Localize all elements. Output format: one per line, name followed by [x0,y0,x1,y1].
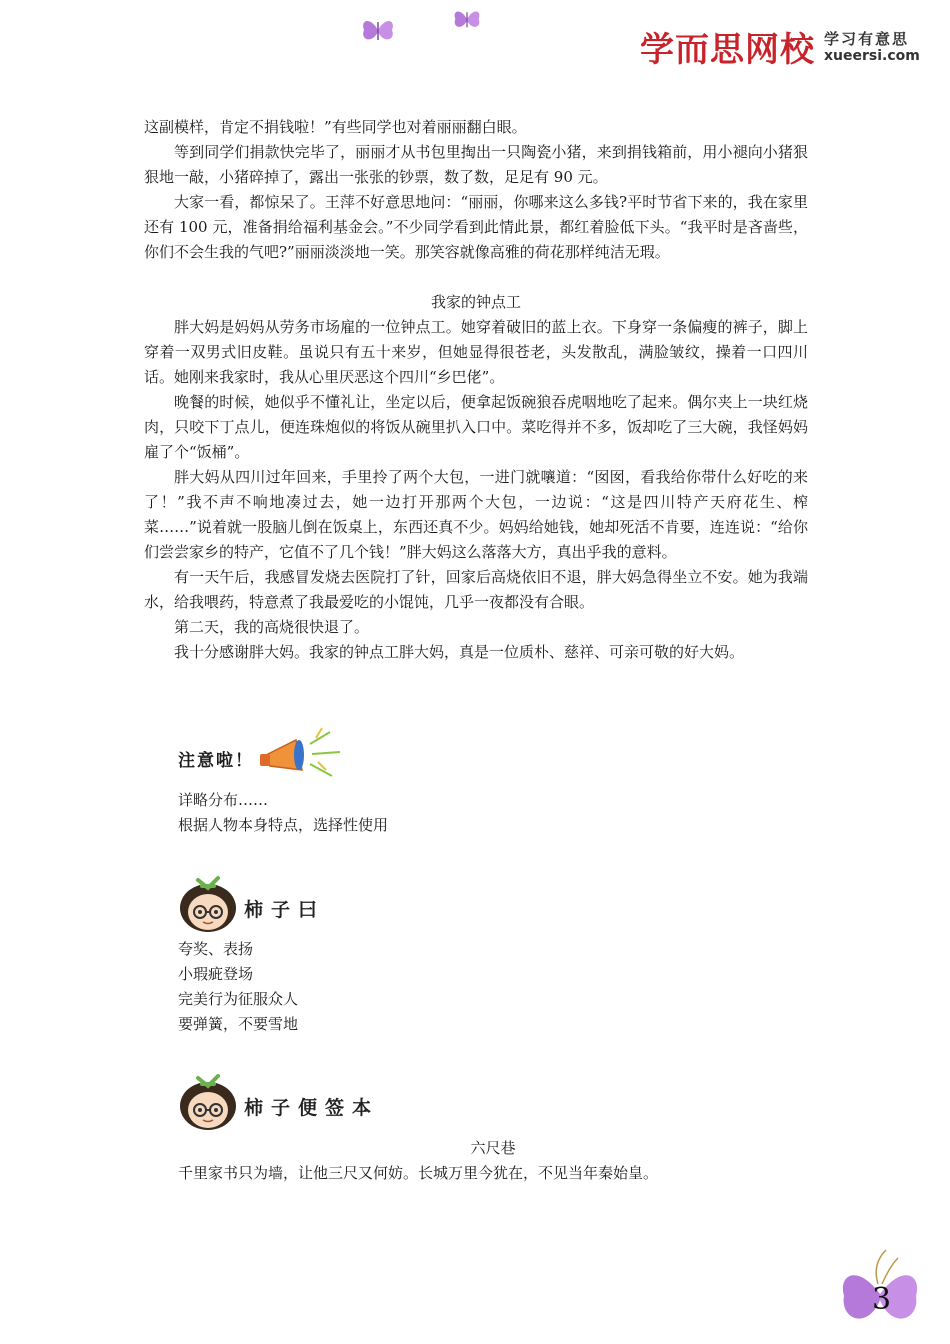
notice-line: 根据人物本身特点，选择性使用 [178,816,389,834]
logo-text: 学而思网校 [640,30,815,70]
shizi-notebook-heading: 柿子便签本 [244,1097,380,1119]
paragraph: 大家一看，都惊呆了。王萍不好意思地问：“丽丽，你哪来这么多钱?平时节省下来的，我在家里还有 100 元，准备捐给福利基金会。”不少同学看到此情此景，都红着脸低下头。“我平时是吝啬些，你们不会生我的气吧?”丽丽淡淡地一笑。那笑容就像高雅的荷花那样纯洁无瑕。 [144,193,808,261]
shizi-says-list [178,937,298,1037]
shizi-says-line: 小瑕疵登场 [178,965,254,983]
spacer [144,265,808,290]
brand-logo [640,22,920,70]
shizi-says-line: 夸奖、表扬 [178,940,254,958]
logo-slogan: 学习有意思 [824,30,910,48]
butterfly-icon [452,4,482,34]
notice-heading: 注意啦！ [178,751,254,771]
paragraph: 胖大妈从四川过年回来，手里拎了两个大包，一进门就嚷道：“囡囡，看我给你带什么好吃的来了！”我不声不响地凑过去，她一边打开那两个大包，一边说：“这是四川特产天府花生、榨菜……”说着就一股脑儿倒在饭桌上，东西还真不少。妈妈给她钱，她却死活不肯要，连连说：“给你们尝尝家乡的特产，它值不了几个钱！”胖大妈这么落落大方，真出乎我的意料。 [144,468,808,561]
story-title: 我家的钟点工 [430,293,521,311]
avatar-icon [176,872,240,934]
poem-line: 千里家书只为墙，让他三尺又何妨。长城万里今犹在，不见当年秦始皇。 [178,1164,659,1182]
shizi-says-line: 要弹簧，不要雪地 [178,1015,299,1033]
paragraph: 这副模样，肯定不捐钱啦！”有些同学也对着丽丽翻白眼。 [144,118,527,136]
paragraph: 等到同学们捐款快完毕了，丽丽才从书包里掏出一只陶瓷小猪，来到捐钱箱前，用小褪向小猪狠狠地一敲，小猪碎掉了，露出一张张的钞票，数了数，足足有 90 元。 [144,143,808,186]
logo-url: xueersi.com [824,48,920,64]
paragraph: 晚餐的时候，她似乎不懂礼让，坐定以后，便拿起饭碗狼吞虎咽地吃了起来。偶尔夹上一块红烧肉，只咬下丁点儿，便连珠炮似的将饭从碗里扒入口中。菜吃得并不多，饭却吃了三大碗，我怪妈妈雇了个“饭桶”。 [144,393,808,461]
notice-line: 详略分布…… [178,791,269,809]
paragraph: 有一天午后，我感冒发烧去医院打了针，回家后高烧依旧不退，胖大妈急得坐立不安。她为我端水，给我喂药，特意煮了我最爱吃的小馄饨，几乎一夜都没有合眼。 [144,568,808,611]
megaphone-icon [256,726,346,782]
notice-list [178,788,388,838]
page-number: 3 [872,1282,892,1317]
butterfly-icon [360,12,396,48]
avatar-icon [176,1070,240,1132]
paragraph: 我十分感谢胖大妈。我家的钟点工胖大妈，真是一位质朴、慈祥、可亲可敬的好大妈。 [174,643,745,661]
shizi-says-line: 完美行为征服众人 [178,990,299,1008]
shizi-says-heading: 柿子曰 [244,899,326,921]
article-body [144,115,808,665]
paragraph: 胖大妈是妈妈从劳务市场雇的一位钟点工。她穿着破旧的蓝上衣。下身穿一条偏瘦的裤子，脚上穿着一双男式旧皮鞋。虽说只有五十来岁，但她显得很苍老，头发散乱，满脸皱纹，操着一口四川话。她刚来我家时，我从心里厌恶这个四川“乡巴佬”。 [144,318,808,386]
poem-title: 六尺巷 [470,1139,516,1157]
paragraph: 第二天，我的高烧很快退了。 [174,618,370,636]
